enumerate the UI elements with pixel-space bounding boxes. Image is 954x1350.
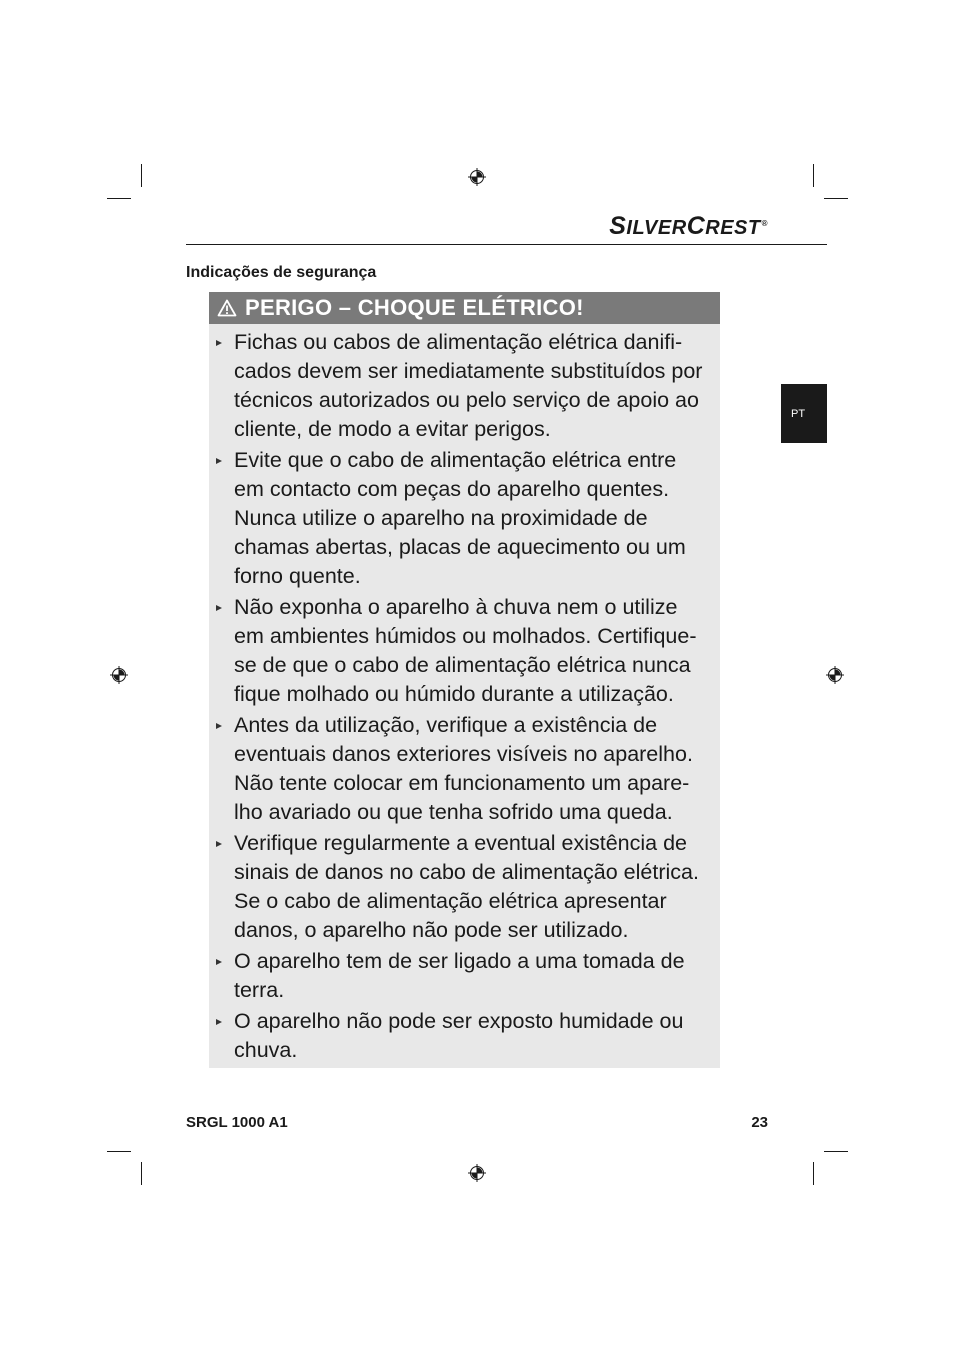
registration-mark-icon <box>110 666 128 684</box>
bullet-arrow-icon <box>216 959 222 965</box>
header-divider <box>186 244 827 245</box>
crop-mark <box>107 198 131 199</box>
bullet-arrow-icon <box>216 340 222 346</box>
warning-header <box>209 292 720 324</box>
list-item-text: Antes da utilização, verifique a existência de eventuais danos exteriores visíveis no aparelho. Não tente colocar em funcionamento um apare- lho avariado ou que tenha sofrido uma queda. <box>234 713 693 824</box>
list-item <box>209 947 720 1005</box>
list-item-text: Não exponha o aparelho à chuva nem o utilize em ambientes húmidos ou molhados. Certifique-se de que o cabo de alimentação elétrica nunca fique molhado ou húmido durante a utilização. <box>234 595 697 706</box>
warning-title: PERIGO – CHOQUE ELÉTRICO! <box>245 295 584 320</box>
bullet-arrow-icon <box>216 458 222 464</box>
brand-word-1: ILVER <box>626 217 687 239</box>
list-item <box>209 328 720 444</box>
list-item <box>209 446 720 591</box>
crop-mark <box>824 198 848 199</box>
crop-mark <box>813 1162 814 1185</box>
list-item <box>209 593 720 709</box>
list-item-text: Verifique regularmente a eventual existência de sinais de danos no cabo de alimentação elétrica. Se o cabo de alimentação elétrica apresentar danos, o aparelho não pode ser utilizado. <box>234 831 699 942</box>
warning-list <box>209 324 720 1065</box>
bullet-arrow-icon <box>216 723 222 729</box>
section-title: Indicações de segurança <box>186 264 377 281</box>
list-item-text: Evite que o cabo de alimentação elétrica entre em contacto com peças do aparelho quentes. Nunca utilize o aparelho na proximidade de chamas abertas, placas de aquecimento ou um forno quente. <box>234 448 686 588</box>
list-item <box>209 711 720 827</box>
registration-mark-icon <box>468 1164 486 1182</box>
language-tab <box>781 384 827 443</box>
crop-mark <box>141 164 142 187</box>
bullet-arrow-icon <box>216 1019 222 1025</box>
brand-initial-c: C <box>686 212 706 240</box>
crop-mark <box>107 1151 131 1152</box>
registration-mark-icon <box>826 666 844 684</box>
crop-mark <box>141 1162 142 1185</box>
bullet-arrow-icon <box>216 841 222 847</box>
footer-model: SRGL 1000 A1 <box>186 1114 288 1131</box>
brand-initial-s: S <box>609 212 627 240</box>
page-number: 23 <box>751 1114 768 1131</box>
list-item <box>209 1007 720 1065</box>
brand-logo <box>609 212 768 241</box>
list-item <box>209 829 720 945</box>
registered-mark: ® <box>761 219 768 229</box>
list-item-text: Fichas ou cabos de alimentação elétrica danifi- cados devem ser imediatamente substituídos por técnicos autorizados ou pelo serviço de apoio ao cliente, de modo a evitar perigos. <box>234 330 703 441</box>
warning-triangle-icon <box>217 299 237 317</box>
list-item-text: O aparelho tem de ser ligado a uma tomada de terra. <box>234 949 685 1002</box>
registration-mark-icon <box>468 168 486 186</box>
list-item-text: O aparelho não pode ser exposto humidade ou chuva. <box>234 1009 684 1062</box>
language-tab-label: PT <box>791 407 806 420</box>
bullet-arrow-icon <box>216 605 222 611</box>
warning-box <box>209 292 720 1068</box>
brand-word-2: REST <box>705 217 761 239</box>
crop-mark <box>813 164 814 187</box>
crop-mark <box>824 1151 848 1152</box>
